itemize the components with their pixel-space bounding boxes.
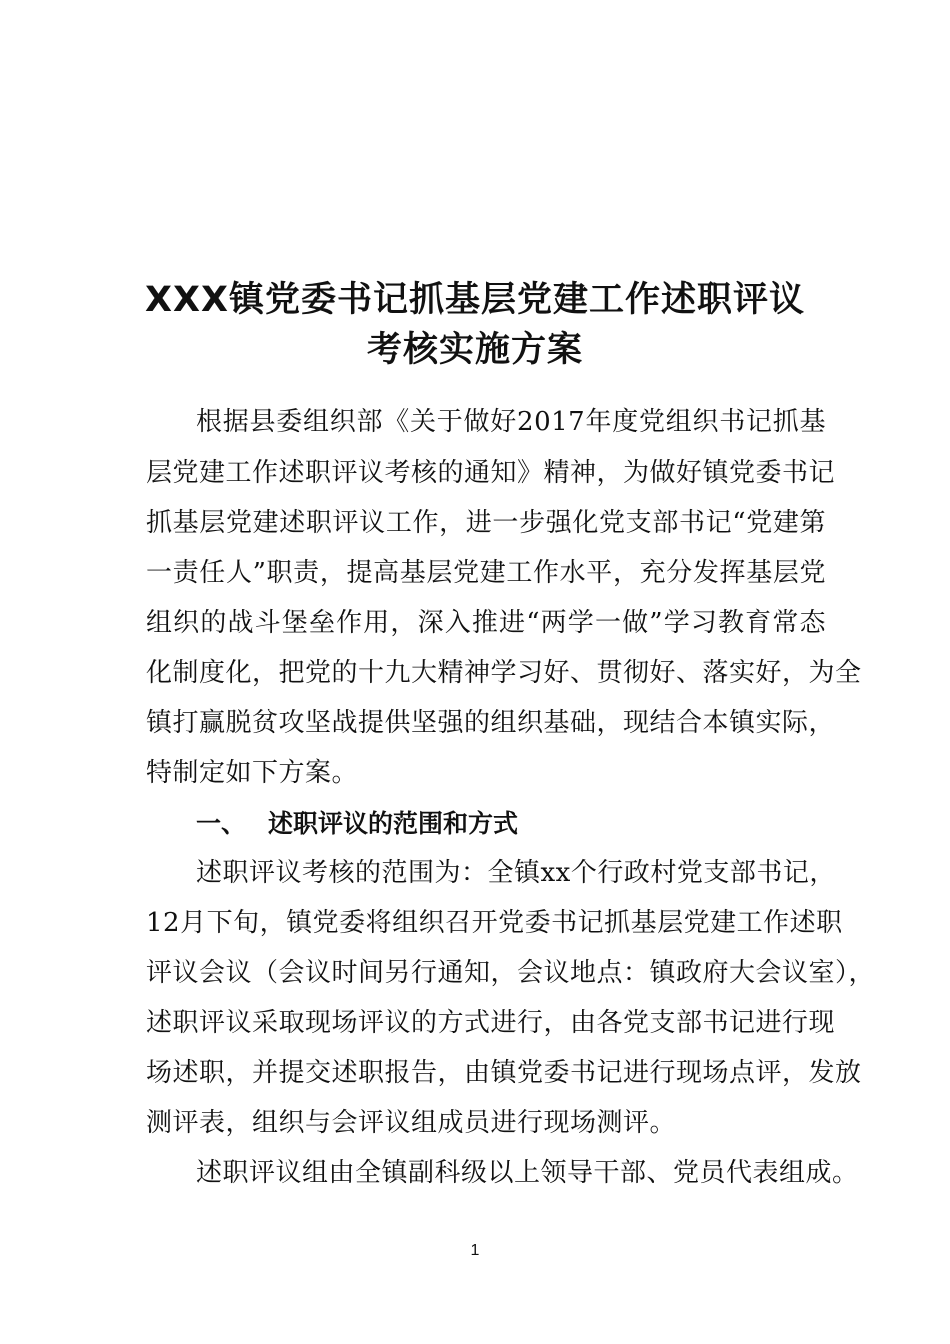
paragraph-1-line: 特制定如下方案。 [146,758,359,788]
paragraph-2-line: 述职评议采取现场评议的方式进行，由各党支部书记进行现 [146,1008,836,1038]
document-title-line-2: 考核实施方案 [366,330,583,370]
page-number: 1 [470,1242,480,1259]
paragraph-1-line: 抓基层党建述职评议工作，进一步强化党支部书记“党建第 [146,508,826,538]
section-heading-1 [196,804,518,844]
section-number: 一、 [196,809,247,838]
paragraph-2-line: 场述职，并提交述职报告，由镇党委书记进行现场点评，发放 [146,1058,862,1088]
document-title-line-1: XXX镇党委书记抓基层党建工作述职评议 [145,280,805,320]
paragraph-1-line: 化制度化，把党的十九大精神学习好、贯彻好、落实好，为全 [146,658,862,688]
paragraph-2-line: 12月下旬，镇党委将组织召开党委书记抓基层党建工作述职 [146,908,843,938]
paragraph-1-line: 组织的战斗堡垒作用，深入推进“两学一做”学习教育常态 [146,608,826,638]
paragraph-1-line: 镇打赢脱贫攻坚战提供坚强的组织基础，现结合本镇实际， [146,708,836,738]
paragraph-1-line: 层党建工作述职评议考核的通知》精神，为做好镇党委书记 [146,458,836,488]
section-title: 述职评议的范围和方式 [268,809,519,838]
paragraph-1-line: 根据县委组织部《关于做好2017年度党组织书记抓基 [196,407,826,437]
paragraph-1-line: 一责任人”职责，提高基层党建工作水平，充分发挥基层党 [146,558,826,588]
paragraph-2-line: 评议会议（会议时间另行通知，会议地点：镇政府大会议室）， [146,958,876,988]
paragraph-2-line: 测评表，组织与会评议组成员进行现场测评。 [146,1108,677,1138]
paragraph-3-line: 述职评议组由全镇副科级以上领导干部、党员代表组成。 [196,1158,859,1188]
paragraph-2-line: 述职评议考核的范围为：全镇xx个行政村党支部书记， [196,858,836,888]
